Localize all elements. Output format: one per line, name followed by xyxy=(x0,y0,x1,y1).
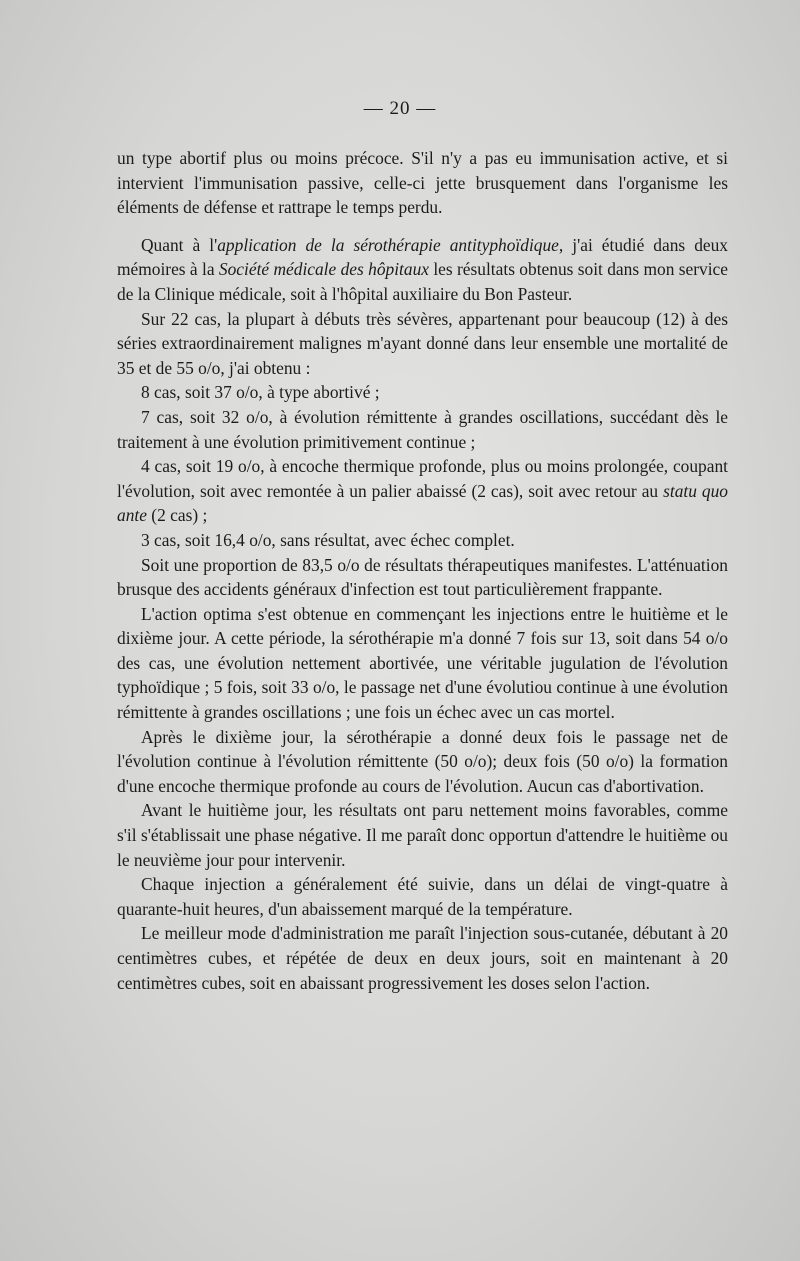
page-number: — 20 — xyxy=(363,98,437,119)
paragraph-10: Après le dixième jour, la sérothérapie a donné deux fois le passage net de l'évolution continue à l'évolution rémittente (50 o/o); deux fois (50 o/o) la formation d'une encoche thermique profonde au cours de l'évolution. Aucun cas d'abortivation. xyxy=(117,726,728,796)
paragraph-1: un type abortif plus ou moins précoce. S'il n'y a pas eu immunisation active, et si intervient l'immunisation passive, celle-ci jette brusquement dans l'organisme les éléments de défense et rattrape le temps perdu. xyxy=(117,148,728,218)
paragraph-3: Sur 22 cas, la plupart à débuts très sévères, appartenant pour beaucoup (12) à des séries extraordinairement malignes m'ayant donné dans leur ensemble une mortalité de 35 et de 55 o/o, j'ai obtenu : xyxy=(117,308,728,378)
p6-text-a: 4 cas, soit 19 o/o, à encoche thermique profonde, plus ou moins prolongée, coupant l'évolution, soit avec remontée à un palier abaissé (2 cas), soit avec retour au xyxy=(117,456,728,501)
p2-text-c: , j'ai étudié dans deux mémoires à la xyxy=(117,234,728,280)
paragraph-2 xyxy=(117,233,728,307)
paragraph-4: 8 cas, soit 37 o/o, à type abortivé ; xyxy=(141,382,380,403)
paragraph-13: Le meilleur mode d'administration me paraît l'injection sous-cutanée, débutant à 20 centimètres cubes, et répétée de deux en deux jours, soit en maintenant à 20 centimètres cubes, soit en abaissant progressivement les doses selon l'action. xyxy=(117,923,728,993)
p6-text-c: (2 cas) ; xyxy=(146,505,208,526)
body-text xyxy=(117,146,728,995)
p2-text-a: Quant à l' xyxy=(141,234,218,255)
paragraph-6 xyxy=(117,454,728,528)
paragraph-8: Soit une proportion de 83,5 o/o de résultats thérapeutiques manifestes. L'atténuation brusque des accidents généraux d'infection est tout particulièrement frappante. xyxy=(117,554,728,600)
p2-italic-serotherapie: application de la sérothérapie antityphoïdique xyxy=(217,234,559,255)
p2-text-e: les résultats obtenus soit dans mon service de la Clinique médicale, soit à l'hôpital auxiliaire du Bon Pasteur. xyxy=(117,259,728,304)
p2-italic-societe: Société médicale des hôpitaux xyxy=(218,259,429,280)
paragraph-12: Chaque injection a généralement été suivie, dans un délai de vingt-quatre à quarante-huit heures, d'un abaissement marqué de la température. xyxy=(117,874,728,919)
paragraph-11: Avant le huitième jour, les résultats ont paru nettement moins favorables, comme s'il s'établissait une phase négative. Il me paraît donc opportun d'attendre le huitième ou le neuvième jour pour intervenir. xyxy=(117,800,728,870)
paragraph-5: 7 cas, soit 32 o/o, à évolution rémittente à grandes oscillations, succédant dès le traitement à une évolution primitivement continue ; xyxy=(117,406,728,452)
paragraph-7: 3 cas, soit 16,4 o/o, sans résultat, avec échec complet. xyxy=(141,529,515,550)
p6-italic-statu-quo: statu quo ante xyxy=(117,480,728,526)
paragraph-9: L'action optima s'est obtenue en commençant les injections entre le huitième et le dixième jour. A cette période, la sérothérapie m'a donné 7 fois sur 13, soit dans 54 o/o des cas, une évolution nettement abortivée, une véritable jugulation de l'évolution typhoïdique ; 5 fois, soit 33 o/o, le passage net d'une évolutiou continue à une évolution rémittente à grandes oscillations ; une fois un échec avec un cas mortel. xyxy=(117,603,728,723)
